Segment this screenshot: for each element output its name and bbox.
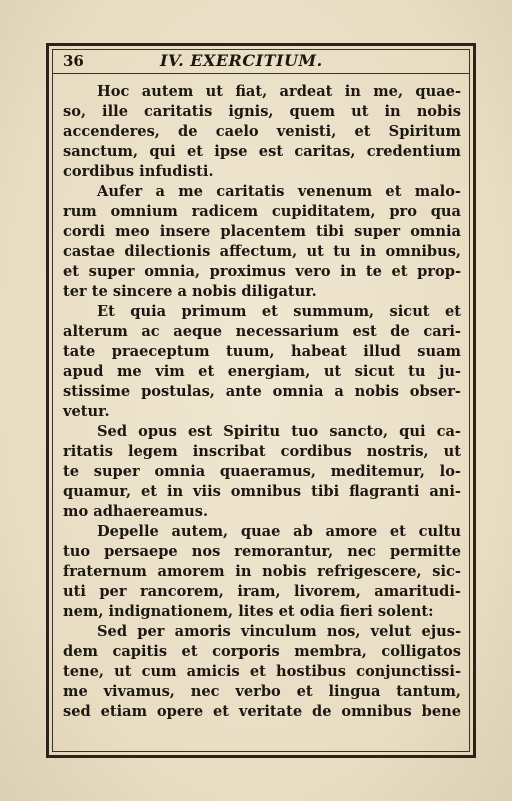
text-line: Et quia primum et summum, sicut et [97, 303, 461, 320]
header-rule [52, 73, 470, 74]
text-line: uti per rancorem, iram, livorem, amaritudi- [63, 583, 461, 600]
text-line: castae dilectionis affectum, ut tu in omnibus, [63, 243, 461, 260]
text-line: alterum ac aeque necessarium est de cari- [63, 323, 461, 340]
text-line: me vivamus, nec verbo et lingua tantum, [63, 683, 461, 700]
running-head: IV. EXERCITIUM. [160, 51, 323, 70]
text-line: Sed per amoris vinculum nos, velut ejus- [97, 623, 461, 640]
text-line: tene, ut cum amicis et hostibus conjunctissi- [63, 663, 461, 680]
text-line: dem capitis et corporis membra, colligatos [63, 643, 461, 660]
text-line: tuo persaepe nos remorantur, nec permitte [63, 543, 461, 560]
text-line: sanctum, qui et ipse est caritas, credentium [63, 143, 461, 160]
text-line: Aufer a me caritatis venenum et malo- [97, 183, 461, 200]
text-line: stissime postulas, ante omnia a nobis obser- [63, 383, 461, 400]
text-line: so, ille caritatis ignis, quem ut in nobis [63, 103, 461, 120]
text-line: cordi meo insere placentem tibi super omnia [63, 223, 461, 240]
text-line: mo adhaereamus. [63, 503, 209, 520]
text-line: ter te sincere a nobis diligatur. [63, 283, 317, 300]
text-line: accenderes, de caelo venisti, et Spiritum [63, 123, 461, 140]
text-line: Sed opus est Spiritu tuo sancto, qui ca- [97, 423, 461, 440]
text-line: vetur. [63, 403, 110, 420]
text-line: te super omnia quaeramus, meditemur, lo- [63, 463, 461, 480]
text-line: rum omnium radicem cupiditatem, pro qua [63, 203, 461, 220]
text-line: Depelle autem, quae ab amore et cultu [97, 523, 461, 540]
text-line: cordibus infudisti. [63, 163, 214, 180]
text-line: fraternum amorem in nobis refrigescere, sic- [63, 563, 461, 580]
text-line: Hoc autem ut fiat, ardeat in me, quae- [97, 83, 461, 100]
text-line: et super omnia, proximus vero in te et prop- [63, 263, 461, 280]
text-line: nem, indignationem, lites et odia fieri solent: [63, 603, 434, 620]
text-line: apud me vim et energiam, ut sicut tu ju- [63, 363, 461, 380]
text-line: tate praeceptum tuum, habeat illud suam [63, 343, 461, 360]
body-text [63, 82, 461, 722]
text-line: ritatis legem inscribat cordibus nostris, ut [63, 443, 461, 460]
page-number: 36 [63, 52, 84, 70]
text-line: quamur, et in viis omnibus tibi flagranti ani- [63, 483, 461, 500]
text-line: sed etiam opere et veritate de omnibus bene [63, 703, 461, 720]
